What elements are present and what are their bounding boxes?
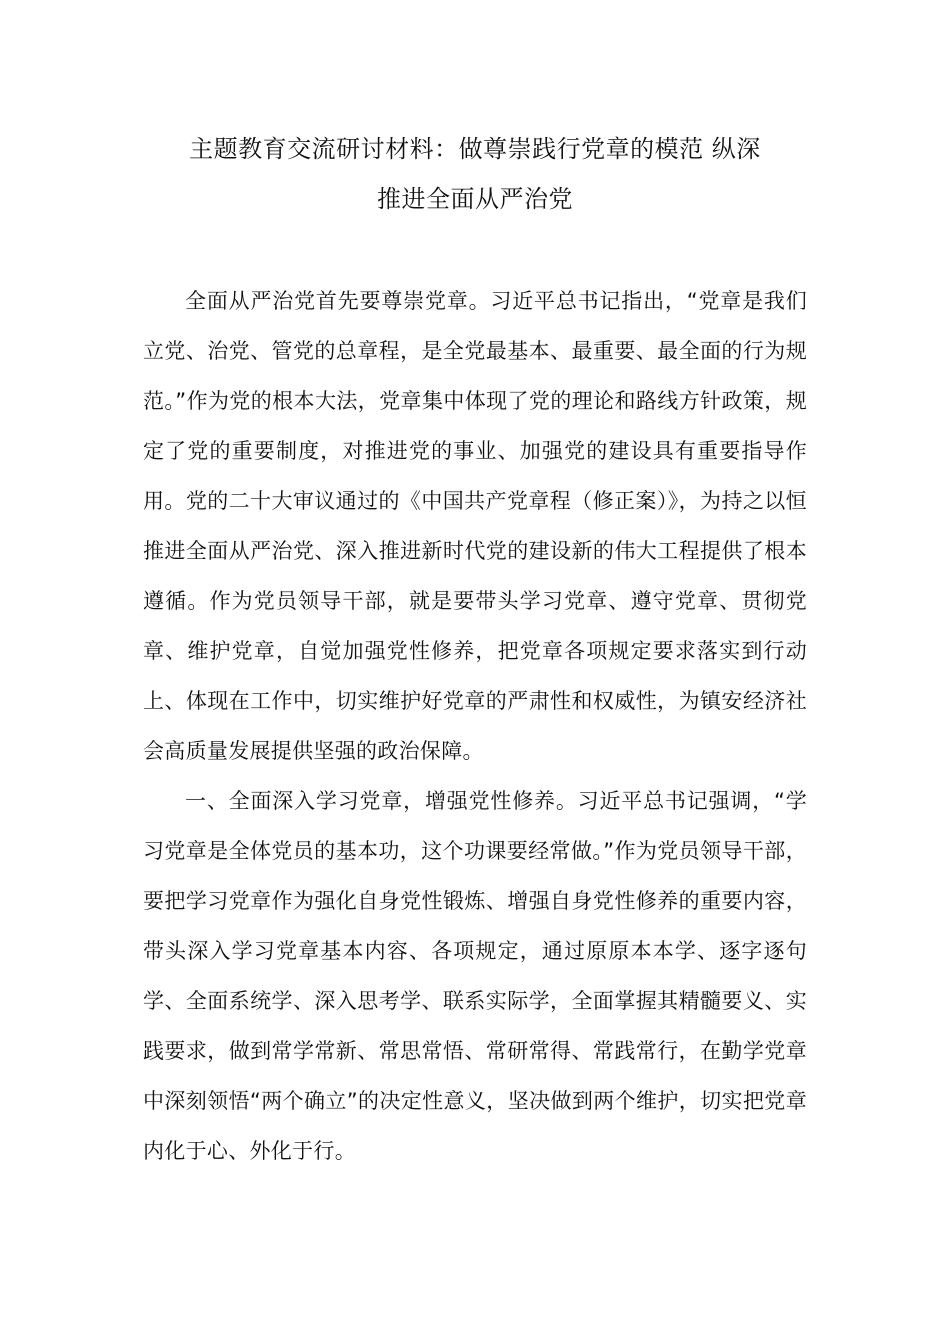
paragraph-intro: 全面从严治党首先要尊崇党章。习近平总书记指出，“党章是我们立党、治党、管党的总章程，是全党最基本、最重要、最全面的行为规范。”作为党的根本大法，党章集中体现了党的理论和路线方针政策，规定了党的重要制度，对推进党的事业、加强党的建设具有重要指导作用。党的二十大审议通过的《中国共产党章程（修正案）》，为持之以恒推进全面从严治党、深入推进新时代党的建设新的伟大工程提供了根本遵循。作为党员领导干部，就是要带头学习党章、遵守党章、贯彻党章、维护党章，自觉加强党性修养，把党章各项规定要求落实到行动上、体现在工作中，切实维护好党章的严肃性和权威性，为镇安经济社会高质量发展提供坚强的政治保障。 <box>143 289 807 763</box>
title-line-2: 推进全面从严治党 <box>377 185 573 213</box>
title-line-1: 主题教育交流研讨材料：做尊崇践行党章的模范 纵深 <box>189 135 761 163</box>
document-title <box>142 124 808 224</box>
document-body <box>143 276 807 1176</box>
paragraph-section-1: 一、全面深入学习党章，增强党性修养。习近平总书记强调，“学习党章是全体党员的基本功，这个功课要经常做。”作为党员领导干部，要把学习党章作为强化自身党性锻炼、增强自身党性修养的重要内容，带头深入学习党章基本内容、各项规定，通过原原本本学、逐字逐句学、全面系统学、深入思考学、联系实际学，全面掌握其精髓要义、实践要求，做到常学常新、常思常悟、常研常得、常践常行，在勤学党章中深刻领悟“两个确立”的决定性意义，坚决做到两个维护，切实把党章内化于心、外化于行。 <box>143 789 807 1163</box>
